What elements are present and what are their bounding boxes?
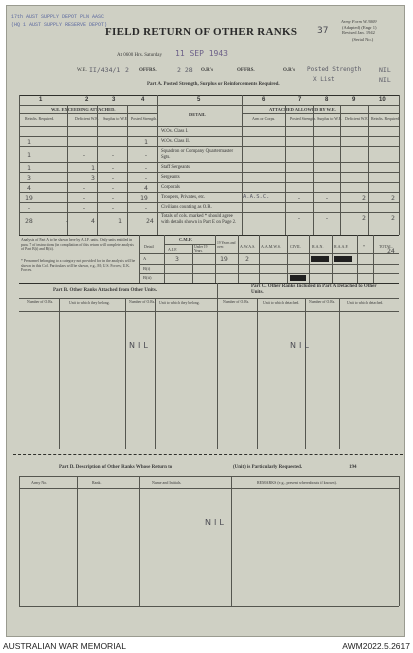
part-c-col-unit2: Unit to which detached. [347,301,384,305]
analysis-h-civil: CIVIL [290,244,301,249]
cell-r7-c10: 2 [391,194,395,202]
part-c-nil: NIL [290,341,312,350]
we-value: II/434/1 [89,66,121,74]
at-hours-label: At 0600 Hrs. Saturday [117,53,162,58]
cell-total-c10: 2 [391,214,395,222]
col8-header: Surplus to W.E. [317,116,343,121]
cell-r7-c3: - [111,194,115,202]
cell-r3-c1: 1 [27,151,31,159]
analysis-note: Analysis of Part A to be shown here by A.I.F. units. Only units entitled in para. 7 of instructions (in compliation of this return will complete analysis of Part B(i) and B(ii). [21,238,134,251]
analysis-h-19over: 19 Years and over. [217,241,236,249]
cell-r8-c3: - [111,204,115,212]
part-c-title: Part C. Other Ranks Included in Part A Detached to Other Units. [251,284,377,295]
redaction-raaf [334,256,352,262]
part-b-nil: NIL [129,341,151,350]
part-c-col-num1: Number of O.Rs. [223,300,250,304]
cmf-label: C.M.F. [179,237,193,242]
cell-r7-c7: - [297,194,301,202]
cell-total-c8: - [325,214,329,222]
analysis-a-aif: 3 [175,255,179,263]
ors-value: 2 28 [177,66,193,74]
x-list-value: NIL [379,76,391,84]
ors2-label: O.R's [283,68,296,73]
col-num-4: 4 [141,97,145,103]
attached-allowed-header: ATTACHED ALLOWED BY W.E. [269,107,336,112]
part-a-heading: Part A. Posted Strength, Surplus or Reinforcements Required. [147,82,280,87]
part-c-col-num2: Number of O.Rs. [309,300,336,304]
cell-total-c9: 2 [362,214,366,222]
col-num-1: 1 [39,97,43,103]
part-c-col-unit1: Unit to which detached. [263,301,300,305]
part-d-title: Part D. Description of Other Ranks Whose Return to [59,465,173,470]
offrs-label: OFFRS. [139,68,157,73]
row-label-wo2: W.Os. Class II. [161,139,191,144]
cell-r3-c3: - [111,151,115,159]
unit-stamp-line1: 17th AUST SUPPLY DEPOT PLN AASC [11,14,105,20]
col9-header: Deficient W.E. [345,116,369,121]
col3-header: Surplus to W.E. [103,116,129,121]
ors-label: O.R's [201,68,214,73]
row-label-staff-sgt: Staff Sergeants [161,165,190,170]
col-num-3: 3 [112,97,116,103]
cell-r6-c2: - [82,184,86,192]
analysis-row-bii: B(ii) [143,275,152,280]
row-label-cqms: Squadron or Company Quartermaster Sgts. [161,149,234,160]
analysis-h-total: TOTAL. [379,244,393,249]
cell-total-c5: 24 [146,217,154,225]
analysis-a-awas: 2 [245,255,249,263]
part-d-col-rank: Rank. [92,480,102,485]
serial-label: (Serial No.) [352,37,374,42]
form-sub2: Revised Jan. 1942 [342,30,375,35]
analysis-a-total: 24 [387,247,395,255]
col-num-5: 5 [197,97,201,103]
cell-r7-c2: - [82,194,86,202]
cell-r2-c4: 1 [144,138,148,146]
analysis-h-star: * [363,244,365,249]
we-exceeding-header: W.E. EXCEEDING ATTACHED. [51,107,116,112]
part-b-col-num2: Number of O.Rs. [129,300,156,304]
row-label-civilians: Civilians counting as O.R. [161,205,212,210]
cell-r8-c1: - [27,204,31,212]
analysis-h-raaf: R.A.A.F. [334,244,349,249]
cell-r7-c1: 19 [25,194,33,202]
col6-header: Arm or Corps. [252,116,276,121]
analysis-a-19over: 19 [220,255,228,263]
part-d-title2: (Unit) is Particularly Requested. [233,465,303,470]
cell-r4-c3: - [111,164,115,172]
we-label: W.E. [77,68,87,73]
col-num-9: 9 [352,97,356,103]
cell-r7-c8: - [325,194,329,202]
col4-header: Posted Strength. [131,116,158,121]
col-num-7: 7 [298,97,302,103]
posted-strength-value: NIL [379,66,391,74]
cell-r5-c1: 3 [27,174,31,182]
part-d-year: 194 [349,465,357,470]
redaction-civil [290,275,306,281]
analysis-row-bi: B(i) [143,266,151,271]
cell-r6-c1: 4 [27,184,31,192]
analysis-row-a: A [143,256,147,261]
date-stamp: 11 SEP 1943 [175,49,228,58]
analysis-h-under19: Under 19 Years. [194,245,208,253]
detail-header: DETAIL [189,112,206,117]
cell-r6-c3: - [111,184,115,192]
row-label-sergeants: Sergeants [161,175,180,180]
cell-r4-c1: 1 [27,164,31,172]
cell-r3-c2: - [82,151,86,159]
redaction-ran [311,256,329,262]
serial-value: 37 [317,26,329,36]
cell-r5-c4: - [144,174,148,182]
form-sub1: (Adapted) (Engr 1) [342,25,377,30]
col10-header: Reinfts. Required. [371,116,401,121]
cell-total-c3: 4 [91,217,95,225]
cell-r5-c2: 3 [91,174,95,182]
cell-r3-c4: - [144,151,148,159]
analysis-h-awas: A.W.A.S. [240,244,256,249]
x-list-label: X List [313,76,335,83]
part-b-col-unit1: Unit to which they belong. [69,301,110,305]
cell-r7-c6: A.A.S.C. [243,194,270,200]
analysis-h-ran: R.A.N. [312,244,324,249]
col-num-10: 10 [379,97,386,103]
cell-r7-c4: 19 [140,194,148,202]
row-label-privates: Troopers, Privates, etc. [161,195,206,200]
cell-r6-c4: 4 [144,184,148,192]
col1-header: Reinfts. Required. [25,116,55,121]
part-d-nil: NIL [205,518,227,527]
cell-total-c1: 28 [25,217,33,225]
analysis-h-aamws: A.A.M.W.S. [261,244,281,249]
part-b-title: Part B. Other Ranks Attached from Other Units. [53,288,158,293]
cell-r7-c9: 2 [362,194,366,202]
form-number: Army Form W.3009 [341,19,377,24]
archive-name: AUSTRALIAN WAR MEMORIAL [3,641,126,651]
cell-r5-c3: - [111,174,115,182]
col-num-2: 2 [85,97,89,103]
we-value-offrs: 2 [125,66,129,74]
part-b-col-num1: Number of O.Rs. [27,300,54,304]
analysis-note-2: * Personnel belonging to a category not provided for in the analysis will be shown in this Col. Particulars will be shown, e.g., M; U.S. Forces; U.K. Forces. [21,259,136,272]
row-label-totals: Totals of cols. marked * should agree with details shown in Part E on Page 2. [161,214,237,225]
row-label-wo1: W.Os. Class I. [161,129,189,134]
analysis-h-aif: A.I.F. [168,247,178,252]
cell-r4-c2: 1 [91,164,95,172]
col-num-8: 8 [325,97,329,103]
col-num-6: 6 [262,97,266,103]
unit-stamp-line2: (HQ 1 AUST SUPPLY RESERVE DEPOT) [11,22,108,28]
document-sheet [6,5,405,637]
cell-total-c4: 1 [118,217,122,225]
archive-reference: AWM2022.5.2617 [342,641,410,651]
cell-r8-c2: - [82,204,86,212]
part-b-col-unit2: Unit to which they belong. [159,301,200,305]
part-d-col-name: Name and Initials. [152,480,182,485]
analysis-detail-label: Detail [144,244,154,249]
cell-total-c7: - [297,214,301,222]
archive-footer [0,641,413,653]
cell-r8-c4: - [144,204,148,212]
cell-total-c2: - [65,217,69,225]
part-d-col-army-no: Army No. [31,480,48,485]
cell-r2-c1: 1 [27,138,31,146]
cell-r4-c4: - [144,164,148,172]
col7-header: Posted Strength. [290,116,317,121]
posted-strength-label: Posted Strength [307,66,362,73]
form-title: FIELD RETURN OF OTHER RANKS [105,26,298,38]
col2-header: Deficient W.E. [75,116,99,121]
offrs2-label: OFFRS. [237,68,255,73]
row-label-corporals: Corporals [161,185,180,190]
part-d-col-remarks: REMARKS (e.g., present whereabouts if known). [257,480,337,485]
